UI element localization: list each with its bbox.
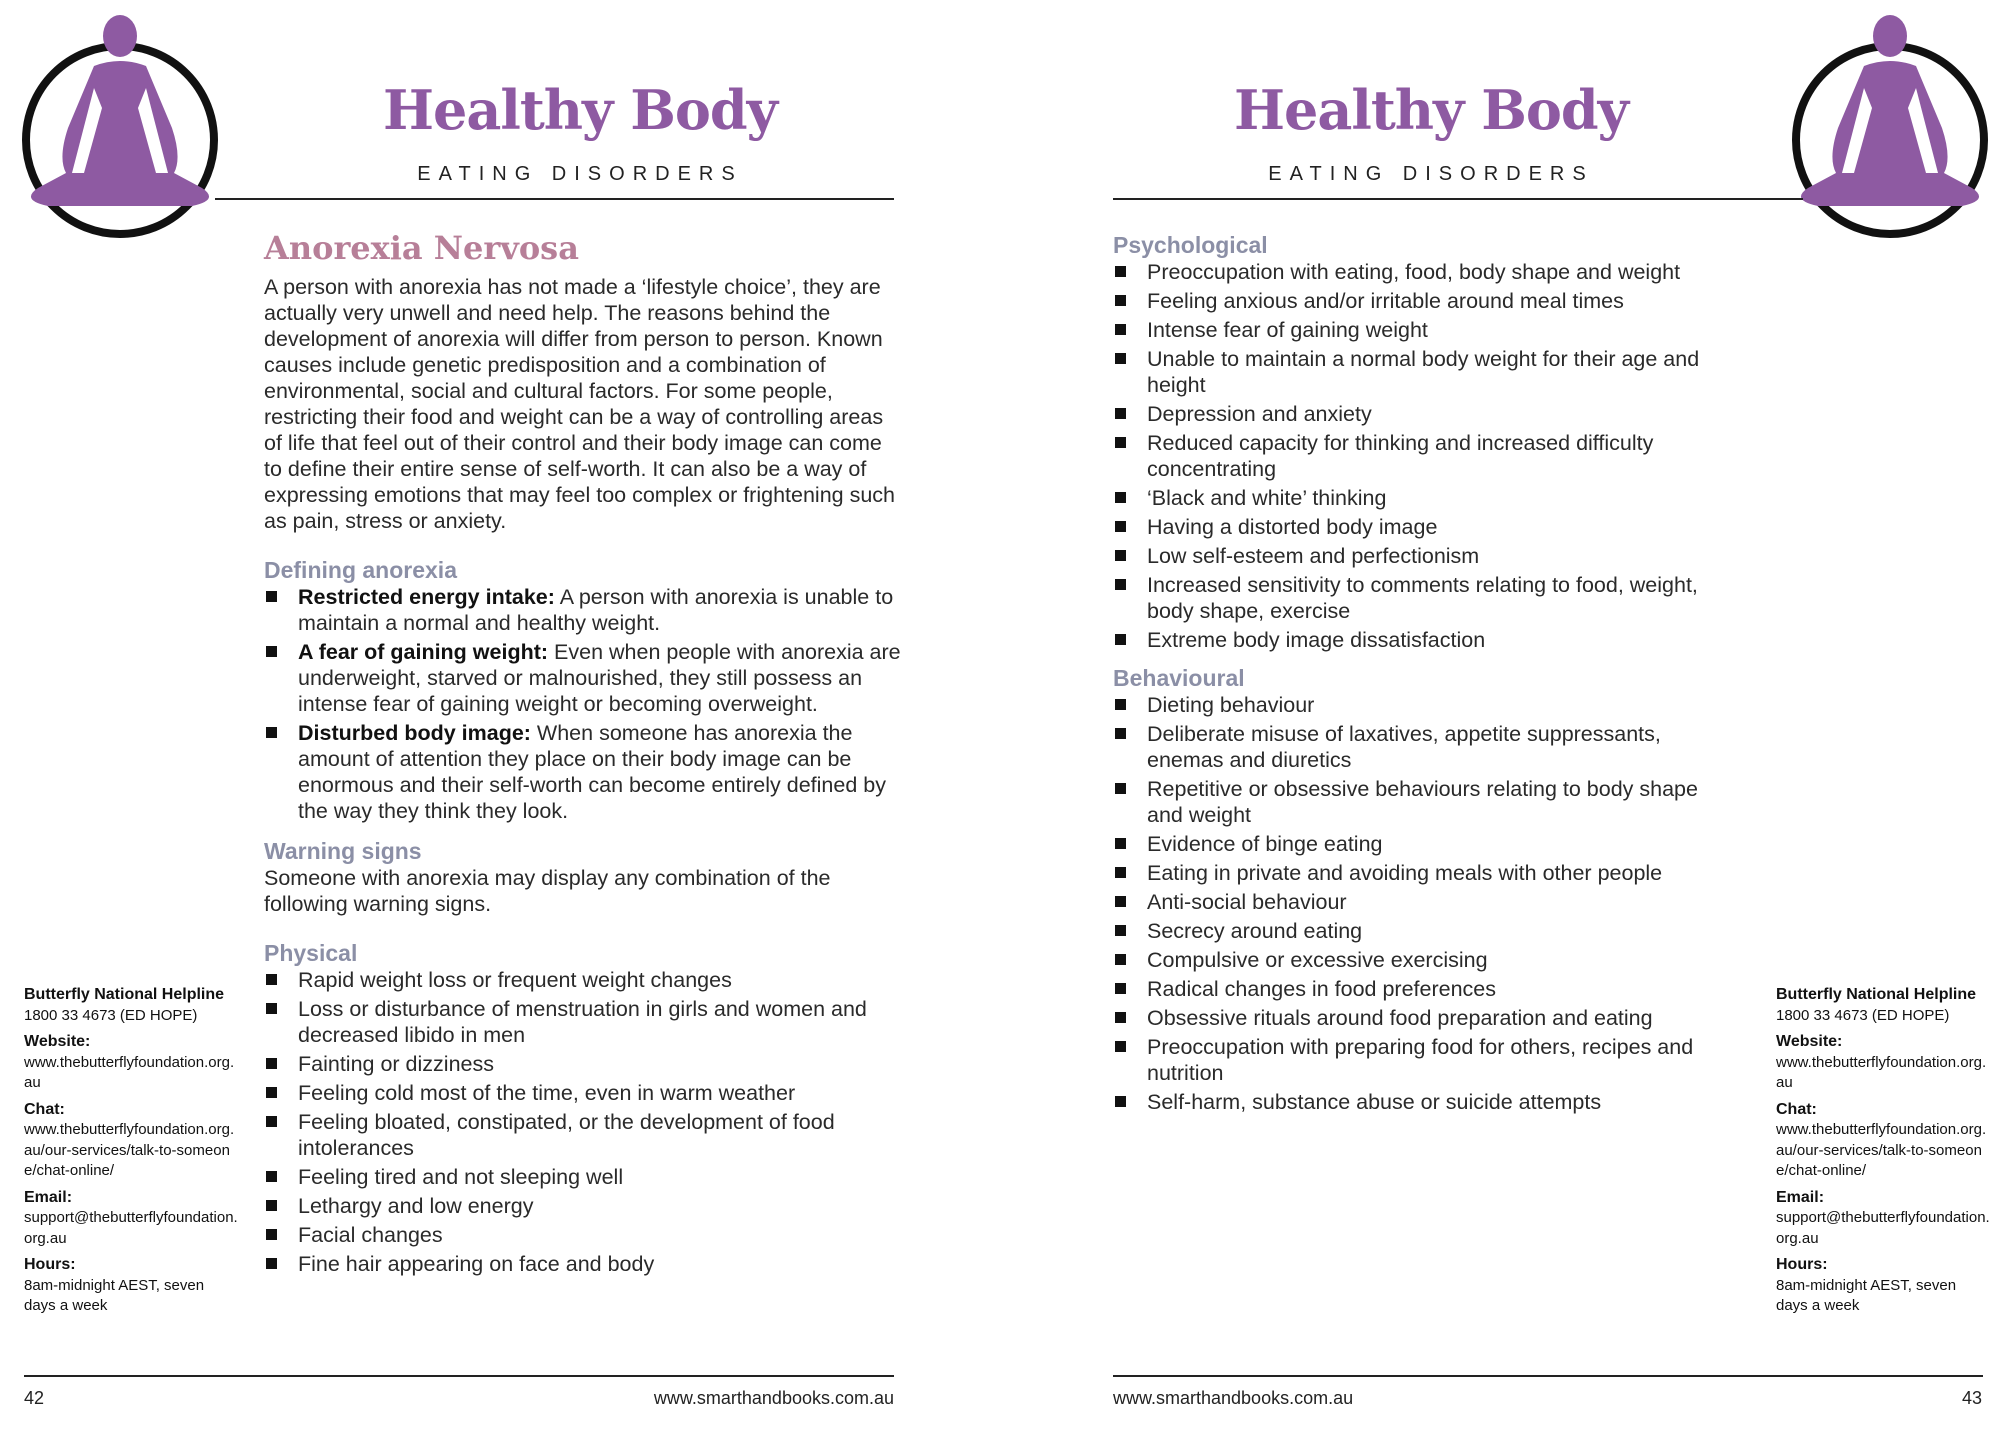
list-item: Feeling anxious and/or irritable around meal times: [1113, 288, 1733, 314]
email-link[interactable]: support@thebutterflyfoundation.org.au: [1776, 1209, 1990, 1247]
list-item: Having a distorted body image: [1113, 514, 1733, 540]
square-bullet-icon: [266, 1087, 277, 1098]
square-bullet-icon: [266, 1058, 277, 1069]
footer-url[interactable]: www.smarthandbooks.com.au: [653, 1388, 894, 1408]
square-bullet-icon: [1115, 699, 1126, 710]
list-item: Deliberate misuse of laxatives, appetite suppressants, enemas and diuretics: [1113, 721, 1733, 773]
square-bullet-icon: [1115, 492, 1126, 503]
website-link[interactable]: www.thebutterflyfoundation.org.au: [1776, 1053, 1987, 1091]
list-item: Facial changes: [264, 1222, 904, 1248]
list-item: Feeling tired and not sleeping well: [264, 1164, 904, 1190]
header-divider: [1113, 198, 1803, 200]
footer-divider: [24, 1375, 894, 1377]
section-subtitle: EATING DISORDERS: [417, 163, 743, 185]
square-bullet-icon: [266, 1003, 277, 1014]
list-item: Fainting or dizziness: [264, 1051, 904, 1077]
list-item: Disturbed body image: When someone has anorexia the amount of attention they place on their body image can be enormous and their self-worth can become entirely defined by the way they think they look.: [264, 720, 904, 824]
list-item: Reduced capacity for thinking and increased difficulty concentrating: [1113, 430, 1733, 482]
list-item: Lethargy and low energy: [264, 1193, 904, 1219]
list-item: Anti-social behaviour: [1113, 889, 1733, 915]
square-bullet-icon: [266, 1258, 277, 1269]
website-link[interactable]: www.thebutterflyfoundation.org.au: [24, 1053, 235, 1091]
list-item: Feeling cold most of the time, even in warm weather: [264, 1080, 904, 1106]
square-bullet-icon: [1115, 408, 1126, 419]
hours-label: Hours:: [24, 1256, 76, 1273]
square-bullet-icon: [1115, 954, 1126, 965]
list-item: Loss or disturbance of menstruation in girls and women and decreased libido in men: [264, 996, 904, 1048]
square-bullet-icon: [1115, 266, 1126, 277]
physical-heading: Physical: [264, 940, 358, 966]
list-item: Secrecy around eating: [1113, 918, 1733, 944]
email-link[interactable]: support@thebutterflyfoundation.org.au: [24, 1209, 238, 1247]
square-bullet-icon: [1115, 838, 1126, 849]
defining-heading: Defining anorexia: [264, 557, 457, 583]
email-label: Email:: [1776, 1188, 1825, 1206]
website-label: Website:: [24, 1033, 91, 1050]
list-item: Eating in private and avoiding meals with other people: [1113, 860, 1733, 886]
square-bullet-icon: [1115, 983, 1126, 994]
square-bullet-icon: [266, 1229, 277, 1240]
list-item: Repetitive or obsessive behaviours relating to body shape and weight: [1113, 776, 1733, 828]
square-bullet-icon: [1115, 728, 1126, 739]
chat-label: Chat:: [1776, 1100, 1817, 1118]
chat-link[interactable]: www.thebutterflyfoundation.org.au/our-services/talk-to-someone/chat-online/: [1776, 1121, 1987, 1179]
list-item: Unable to maintain a normal body weight for their age and height: [1113, 346, 1733, 398]
list-item: Evidence of binge eating: [1113, 831, 1733, 857]
brand-title: Healthy Body: [1233, 78, 1629, 142]
square-bullet-icon: [1115, 579, 1126, 590]
header-divider: [215, 198, 894, 200]
list-item: Extreme body image dissatisfaction: [1113, 627, 1733, 653]
psychological-heading: Psychological: [1113, 232, 1268, 258]
list-item: Self-harm, substance abuse or suicide attempts: [1113, 1089, 1733, 1115]
square-bullet-icon: [1115, 634, 1126, 645]
square-bullet-icon: [1115, 867, 1126, 878]
warning-text: Someone with anorexia may display any combination of the following warning signs.: [264, 866, 831, 916]
list-item: Compulsive or excessive exercising: [1113, 947, 1733, 973]
meditation-figure-icon: [1783, 8, 1988, 238]
square-bullet-icon: [1115, 295, 1126, 306]
list-item: Preoccupation with eating, food, body shape and weight: [1113, 259, 1733, 285]
list-item: Feeling bloated, constipated, or the development of food intolerances: [264, 1109, 904, 1161]
square-bullet-icon: [266, 591, 277, 602]
website-label: Website:: [1776, 1033, 1843, 1050]
hours-value: 8am-midnight AEST, seven days a week: [24, 1276, 205, 1314]
chat-label: Chat:: [24, 1100, 65, 1118]
psychological-list: [1113, 259, 1733, 653]
helpline-value: 1800 33 4673 (ED HOPE): [1776, 1006, 1950, 1024]
list-item: Rapid weight loss or frequent weight changes: [264, 967, 904, 993]
behavioural-heading: Behavioural: [1113, 665, 1245, 691]
physical-list: [264, 967, 904, 1277]
square-bullet-icon: [1115, 896, 1126, 907]
section-subtitle: EATING DISORDERS: [1268, 163, 1594, 185]
square-bullet-icon: [266, 974, 277, 985]
square-bullet-icon: [1115, 1041, 1126, 1052]
footer-url[interactable]: www.smarthandbooks.com.au: [1113, 1388, 1354, 1408]
square-bullet-icon: [1115, 1012, 1126, 1023]
square-bullet-icon: [1115, 324, 1126, 335]
page-number: 43: [1961, 1388, 1982, 1408]
chat-link[interactable]: www.thebutterflyfoundation.org.au/our-services/talk-to-someone/chat-online/: [24, 1121, 235, 1179]
brand-title: Healthy Body: [382, 78, 778, 142]
page-title: Anorexia Nervosa: [264, 229, 579, 267]
list-item: Depression and anxiety: [1113, 401, 1733, 427]
list-item: Dieting behaviour: [1113, 692, 1733, 718]
list-item: Radical changes in food preferences: [1113, 976, 1733, 1002]
footer-divider: [1113, 1375, 1983, 1377]
square-bullet-icon: [1115, 353, 1126, 364]
square-bullet-icon: [1115, 437, 1126, 448]
square-bullet-icon: [1115, 1096, 1126, 1107]
square-bullet-icon: [266, 1171, 277, 1182]
helpline-sidebar: [1776, 985, 1991, 1323]
square-bullet-icon: [266, 727, 277, 738]
list-item: Restricted energy intake: A person with anorexia is unable to maintain a normal and healthy weight.: [264, 584, 904, 636]
helpline-label: Butterfly National Helpline: [1776, 986, 1977, 1003]
square-bullet-icon: [1115, 783, 1126, 794]
square-bullet-icon: [266, 1200, 277, 1211]
square-bullet-icon: [1115, 521, 1126, 532]
intro-paragraph: A person with anorexia has not made a ‘lifestyle choice’, they are actually very unwell and need help. The reasons behind the development of anorexia will differ from person to person. Known causes include genetic predisposition and a combination of environmental, social and cultural factors. For some people, restricting their food and weight can be a way of controlling areas of life that feel out of their control and their body image can come to define their entire sense of self-worth. It can also be a way of expressing emotions that may feel too complex or frightening such as pain, stress or anxiety.: [264, 275, 895, 533]
warning-heading: Warning signs: [264, 838, 422, 864]
helpline-label: Butterfly National Helpline: [24, 986, 225, 1003]
helpline-sidebar: [24, 985, 239, 1323]
right-content: [1113, 231, 1733, 1118]
list-item: Obsessive rituals around food preparation and eating: [1113, 1005, 1733, 1031]
list-item: ‘Black and white’ thinking: [1113, 485, 1733, 511]
square-bullet-icon: [266, 1116, 277, 1127]
behavioural-list: [1113, 692, 1733, 1115]
list-item: Intense fear of gaining weight: [1113, 317, 1733, 343]
list-item: Preoccupation with preparing food for others, recipes and nutrition: [1113, 1034, 1733, 1086]
square-bullet-icon: [1115, 925, 1126, 936]
helpline-value: 1800 33 4673 (ED HOPE): [24, 1006, 198, 1024]
defining-list: [264, 584, 904, 824]
square-bullet-icon: [1115, 550, 1126, 561]
list-item: Increased sensitivity to comments relating to food, weight, body shape, exercise: [1113, 572, 1733, 624]
hours-label: Hours:: [1776, 1256, 1828, 1273]
page-number: 42: [24, 1388, 45, 1408]
email-label: Email:: [24, 1188, 73, 1206]
hours-value: 8am-midnight AEST, seven days a week: [1776, 1276, 1957, 1314]
list-item: A fear of gaining weight: Even when people with anorexia are underweight, starved or malnourished, they still possess an intense fear of gaining weight or becoming overweight.: [264, 639, 904, 717]
list-item: Low self-esteem and perfectionism: [1113, 543, 1733, 569]
list-item: Fine hair appearing on face and body: [264, 1251, 904, 1277]
right-page: [1001, 0, 2002, 1432]
meditation-figure-icon: [22, 8, 227, 238]
square-bullet-icon: [266, 646, 277, 657]
left-content: [264, 228, 904, 1280]
